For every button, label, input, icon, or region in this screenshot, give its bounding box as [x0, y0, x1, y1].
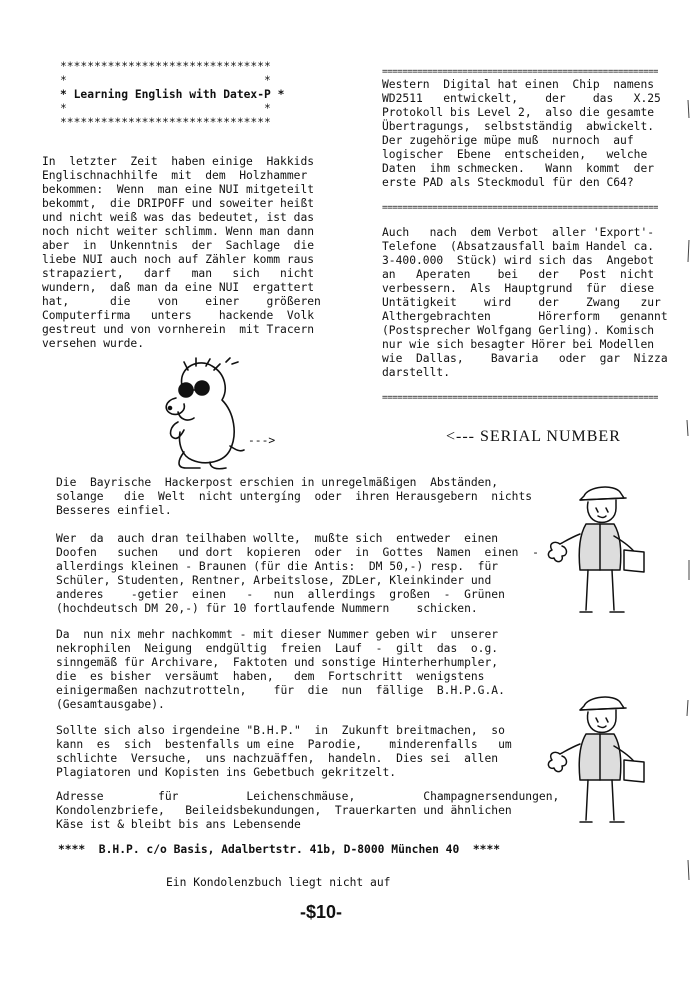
- text-line: hat, die von einer größeren: [42, 295, 321, 308]
- arrow-right: --->: [248, 434, 276, 447]
- text-line: logischer Ebene entscheiden, welche: [382, 148, 648, 161]
- text-line: WD2511 entwickelt, der das X.25: [382, 92, 661, 105]
- text-line: In letzter Zeit haben einige Hakkids: [42, 155, 315, 168]
- text-line: Übertragungs, selbstständig abwickelt.: [382, 120, 655, 133]
- text-line: Daten ihm schmecken. Wann kommt der: [382, 162, 655, 175]
- text-line: (Postsprecher Wolfgang Gerling). Komisch: [382, 324, 655, 337]
- text-line: (Gesamtausgabe).: [56, 698, 165, 711]
- text-line: an Aperaten bei der Post nicht: [382, 268, 655, 281]
- text-line: darstellt.: [382, 366, 451, 379]
- text-line: Althergebrachten Hörerform genannt: [382, 310, 668, 323]
- text-line: Da nun nix mehr nachkommt - mit dieser Nummer geben wir unserer: [56, 628, 499, 641]
- text-line: Telefone (Absatzausfall baim Handel ca.: [382, 240, 655, 253]
- text-line: die es bisher versäumt haben, dem Fortschritt wenigstens: [56, 670, 485, 683]
- text-line: erste PAD als Steckmodul für den C64?: [382, 176, 634, 189]
- text-line: allerdings kleinen - Braunen (für die Antis: DM 50,-) resp. für: [56, 560, 499, 573]
- text-line: Kondolenzbriefe, Beileidsbekundungen, Trauerkarten und ähnlichen: [56, 804, 512, 817]
- text-line: Wer da auch dran teilhaben wollte, mußte sich entweder einen: [56, 532, 499, 545]
- export-telefone-article: [382, 226, 668, 380]
- text-line: Käse ist & bleibt bis ans Lebensende: [56, 818, 301, 831]
- text-line: einigermaßen nachzutrotteln, für die nun fällige B.H.P.G.A.: [56, 684, 505, 697]
- text-line: Plagiatoren und Kopisten ins Gebetbuch gekritzelt.: [56, 766, 397, 779]
- text-line: Der zugehörige müpe muß nurnoch auf: [382, 134, 634, 147]
- text-line: liebe NUI auch noch auf Zähler komm raus: [42, 253, 315, 266]
- text-line: Englischnachhilfe mit dem Holzhammer: [42, 169, 308, 182]
- paragraph-1: [56, 476, 533, 518]
- text-line: Die Bayrische Hackerpost erschien in unregelmäßigen Abständen,: [56, 476, 499, 489]
- title-border-mid2: * *: [60, 102, 271, 115]
- text-line: schlichte Versuche, uns nachzuäffen, handeln. Dies sei allen: [56, 752, 499, 765]
- condolence-note: Ein Kondolenzbuch liegt nicht auf: [166, 876, 391, 889]
- text-line: kann es sich bestenfalls um eine Parodie, minderenfalls um: [56, 738, 512, 751]
- text-line: verbessern. Als Hauptgrund für diese: [382, 282, 655, 295]
- text-line: bekommen: Wenn man eine NUI mitgeteilt: [42, 183, 315, 196]
- title-border-mid: * *: [60, 74, 271, 87]
- text-line: gestreut und von vornherein mit Tracern: [42, 323, 315, 336]
- text-line: anderes -getier einen - nun allerdings großen - Grünen: [56, 588, 505, 601]
- text-line: Western Digital hat einen Chip namens: [382, 78, 655, 91]
- paragraph-5: [56, 790, 560, 832]
- text-line: solange die Welt nicht untergíng oder ihren Herausgebern nichts: [56, 490, 533, 503]
- title-text: * Learning English with Datex-P *: [60, 88, 285, 101]
- right-column: [382, 67, 668, 404]
- divider-rule: =======================================================: [382, 67, 658, 77]
- text-line: Protokoll bis Level 2, also die gesamte: [382, 106, 655, 119]
- text-line: Sollte sich also irgendeine "B.H.P." in Zukunft breitmachen, so: [56, 724, 505, 737]
- divider-rule: =======================================================: [382, 393, 658, 403]
- text-line: und nicht weiß was das bedeutet, ist das: [42, 211, 315, 224]
- text-line: Adresse für Leichenschmäuse, Champagnersendungen,: [56, 790, 560, 803]
- text-line: Auch nach dem Verbot aller 'Export'-: [382, 226, 655, 239]
- postman-illustration-top: [540, 478, 660, 628]
- text-line: sinngemäß für Archivare, Faktoten und sonstige Hinterherhumpler,: [56, 656, 499, 669]
- text-line: Computerfirma unters hackende Volk: [42, 309, 315, 322]
- text-line: wie Dallas, Bavaria oder gar Nizza: [382, 352, 668, 365]
- paragraph-3: [56, 628, 505, 712]
- text-line: nekrophilen Neigung endgültig freien Lauf - gilt das o.g.: [56, 642, 499, 655]
- left-article: [42, 155, 322, 351]
- address-line: **** B.H.P. c/o Basis, Adalbertstr. 41b, D-8000 München 40 ****: [58, 843, 501, 856]
- text-line: Schüler, Studenten, Rentner, Arbeitslose, ZDLer, Kleinkinder und: [56, 574, 492, 587]
- text-line: noch nicht weiter schlimm. Wenn man dann: [42, 225, 315, 238]
- title-box: [60, 60, 300, 130]
- text-line: wundern, daß man da eine NUI ergattert: [42, 281, 315, 294]
- text-line: Besseres einfiel.: [56, 504, 172, 517]
- text-line: nur wie sich besagter Hörer bei Modellen: [382, 338, 655, 351]
- hacker-mascot-illustration: [148, 356, 248, 474]
- text-line: bekommt, die DRIPOFF und soweiter heißt: [42, 197, 315, 210]
- postman-illustration-bottom: [540, 688, 660, 838]
- serial-number-label: <--- SERIAL NUMBER: [446, 428, 621, 445]
- paragraph-4: [56, 724, 512, 780]
- title-border-top: *******************************: [60, 60, 271, 73]
- text-line: Doofen suchen und dort kopieren oder in Gottes Namen einen -: [56, 546, 539, 559]
- title-border-bottom: *******************************: [60, 116, 271, 129]
- text-line: strapaziert, darf man sich nicht: [42, 267, 315, 280]
- page-number: -$10-: [300, 902, 343, 922]
- text-line: versehen wurde.: [42, 337, 145, 350]
- text-line: aber in Unkenntnis der Sachlage die: [42, 239, 315, 252]
- paragraph-2: [56, 532, 539, 616]
- text-line: 3-400.000 Stück) wird sich das Angebot: [382, 254, 655, 267]
- text-line: (hochdeutsch DM 20,-) für 10 fortlaufende Nummern schicken.: [56, 602, 478, 615]
- scan-edge-marks: [684, 0, 692, 1000]
- western-digital-article: [382, 78, 661, 190]
- text-line: Untätigkeit wird der Zwang zur: [382, 296, 661, 309]
- divider-rule: =======================================================: [382, 203, 658, 213]
